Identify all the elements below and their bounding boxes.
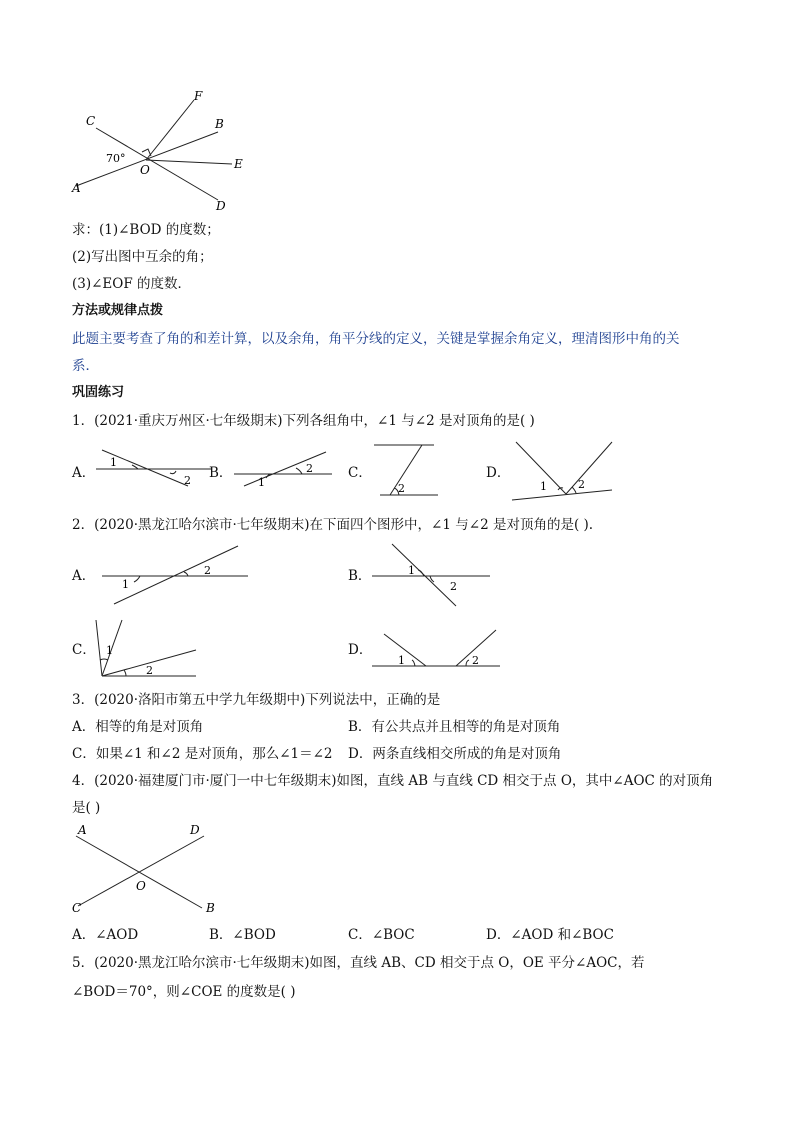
- p2-option-B-label[interactable]: B．: [348, 568, 372, 584]
- svg-text:2: 2: [450, 580, 457, 593]
- label-D: D: [216, 199, 226, 213]
- p4-option-C[interactable]: C．∠BOC: [348, 927, 415, 943]
- top-angle-figure: [60, 88, 260, 214]
- practice-2-stem: 2．(2020·黑龙江哈尔滨市·七年级期末)在下面四个图形中，∠1 与∠2 是对顶角的是( ).: [72, 517, 594, 533]
- svg-text:1: 1: [258, 476, 265, 489]
- svg-text:B: B: [206, 901, 215, 915]
- method-line-1: 此题主要考查了角的和差计算，以及余角，角平分线的定义，关键是掌握余角定义，理清图形中角的关: [72, 331, 680, 347]
- practice-heading: 巩固练习: [72, 385, 125, 400]
- p2-option-C-figure: [92, 616, 202, 682]
- p2-option-B-figure: [368, 540, 494, 610]
- label-O: O: [140, 163, 150, 177]
- p4-option-D[interactable]: D．∠AOD 和∠BOC: [486, 927, 614, 943]
- svg-text:O: O: [136, 879, 146, 893]
- p1-option-C-figure: [368, 442, 442, 500]
- p1-option-C-label[interactable]: C．: [348, 465, 372, 481]
- p1-option-B-figure: [230, 448, 342, 490]
- p4-option-A[interactable]: A．∠AOD: [72, 927, 139, 943]
- label-F: F: [194, 89, 203, 103]
- label-A: A: [72, 181, 81, 195]
- p2-option-D-figure: [368, 626, 504, 672]
- p1-option-B-label[interactable]: B．: [209, 465, 233, 481]
- svg-text:C: C: [72, 901, 82, 915]
- svg-text:1: 1: [106, 644, 113, 657]
- p2-option-C-label[interactable]: C．: [72, 642, 96, 658]
- practice-5-stem-line-2: ∠BOD＝70°，则∠COE 的度数是( ): [72, 984, 296, 1000]
- p1-option-A-label[interactable]: A．: [72, 465, 96, 481]
- line-CD: [78, 836, 204, 906]
- practice-5-stem-line-1: 5．(2020·黑龙江哈尔滨市·七年级期末)如图，直线 AB、CD 相交于点 O，OE 平分∠AOC，若: [72, 955, 645, 971]
- question-2: (2)写出图中互余的角；: [72, 249, 213, 265]
- label-C: C: [86, 114, 96, 128]
- p1-option-D-figure: [508, 438, 616, 504]
- p1-option-A-figure: [94, 444, 216, 490]
- p4-figure: [64, 818, 224, 918]
- practice-1-stem: 1．(2021·重庆万州区·七年级期末)下列各组角中，∠1 与∠2 是对顶角的是( ): [72, 413, 535, 429]
- svg-text:1: 1: [540, 480, 547, 493]
- p3-option-D[interactable]: D．两条直线相交所成的角是对顶角: [348, 746, 562, 762]
- method-line-2: 系．: [72, 358, 99, 374]
- p3-option-A[interactable]: A．相等的角是对顶角: [72, 719, 204, 735]
- svg-text:1: 1: [110, 456, 117, 469]
- svg-text:2: 2: [306, 462, 313, 475]
- svg-text:2: 2: [146, 664, 153, 677]
- question-3: (3)∠EOF 的度数．: [72, 276, 192, 292]
- svg-text:D: D: [190, 823, 200, 837]
- p4-option-B[interactable]: B．∠BOD: [209, 927, 276, 943]
- p3-option-B[interactable]: B．有公共点并且相等的角是对顶角: [348, 719, 561, 735]
- ray-OF: [146, 100, 194, 160]
- label-E: E: [234, 157, 243, 171]
- practice-4-stem-line-2: 是( ): [72, 800, 101, 816]
- angle-label-70: 70°: [106, 152, 126, 165]
- svg-text:2: 2: [578, 478, 585, 491]
- svg-text:1: 1: [122, 578, 129, 591]
- svg-text:2: 2: [184, 474, 191, 487]
- p2-option-A-label[interactable]: A．: [72, 568, 96, 584]
- svg-text:2: 2: [204, 564, 211, 577]
- p2-option-A-figure: [98, 542, 252, 608]
- method-heading: 方法或规律点拨: [72, 303, 164, 318]
- p1-option-D-label[interactable]: D．: [486, 465, 511, 481]
- svg-text:1: 1: [398, 654, 405, 667]
- svg-text:2: 2: [398, 482, 405, 495]
- svg-text:A: A: [78, 823, 87, 837]
- question-1: 求：(1)∠BOD 的度数；: [72, 222, 220, 238]
- p2-option-D-label[interactable]: D．: [348, 642, 373, 658]
- ray-OE: [146, 160, 232, 164]
- practice-4-stem-line-1: 4．(2020·福建厦门市·厦门一中七年级期末)如图，直线 AB 与直线 CD 相交于点 O，其中∠AOC 的对顶角: [72, 773, 714, 789]
- label-B: B: [215, 117, 224, 131]
- svg-text:2: 2: [472, 654, 479, 667]
- svg-text:1: 1: [408, 564, 415, 577]
- practice-3-stem: 3．(2020·洛阳市第五中学九年级期中)下列说法中，正确的是: [72, 692, 441, 708]
- p3-option-C[interactable]: C．如果∠1 和∠2 是对顶角，那么∠1＝∠2: [72, 746, 333, 762]
